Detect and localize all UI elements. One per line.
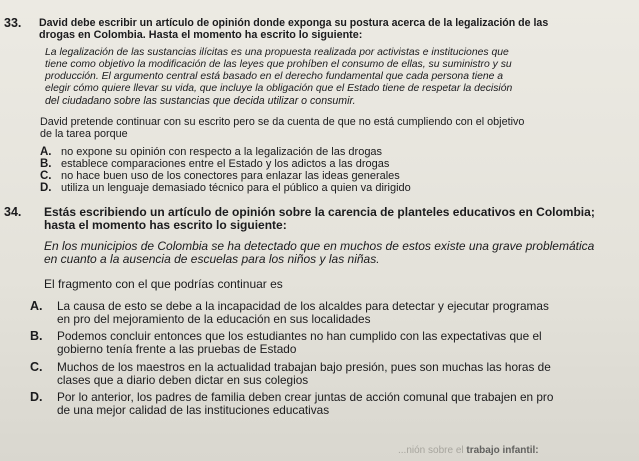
option-text: clases que a diario deben dictar en sus colegios [57, 373, 309, 387]
question-number: 34. [4, 205, 22, 219]
question-stem: El fragmento con el que podrías continuar es [44, 277, 283, 291]
passage-line: producción. El argumento central está basado en el derecho fundamental que cada persona tiene a [45, 71, 504, 82]
intro-line: drogas en Colombia. Hasta el momento ha escrito lo siguiente: [39, 29, 363, 41]
cut-off-next-question [398, 445, 539, 456]
option-text: en pro del mejoramiento de la educación en sus localidades [57, 312, 371, 326]
option-letter: C. [30, 360, 43, 374]
question-stem: de la tarea porque [40, 128, 128, 140]
option-letter: B. [30, 329, 43, 343]
option-text: Podemos concluir entonces que los estudiantes no han cumplido con las expectativas que el [57, 329, 542, 343]
passage-line: del ciudadano sobre las sustancias que decida utilizar o consumir. [45, 95, 356, 107]
passage-line: en cuanto a la ausencia de escuelas para los niños y las niñas. [44, 252, 380, 266]
option-text: gobierno tenía frente a las pruebas de Estado [57, 342, 297, 356]
option-text: Por lo anterior, los padres de familia deben crear juntas de acción comunal que trabajen en pro [57, 390, 554, 404]
question-number: 33. [4, 16, 22, 30]
option-text: Muchos de los maestros en la actualidad trabajan bajo presión, pues son muchas las horas de [57, 360, 551, 374]
intro-line: Estás escribiendo un artículo de opinión sobre la carencia de planteles educativos en Colombia; [44, 205, 595, 219]
passage-line: tiene como objetivo la modificación de las leyes que prohíben el consumo de ellas, su suministro y su [45, 59, 512, 70]
option-text: La causa de esto se debe a la incapacidad de los alcaldes para detectar y ejecutar programas [57, 299, 549, 313]
faded-text: ...nión sobre el [398, 445, 467, 456]
option-text: no hace buen uso de los conectores para enlazar las ideas generales [61, 170, 400, 182]
option-letter: A. [40, 146, 52, 158]
option-text: de una mejor calidad de las instituciones educativas [57, 403, 330, 417]
option-letter: A. [30, 299, 43, 313]
option-text: no expone su opinión con respecto a la legalización de las drogas [61, 146, 383, 158]
option-letter: D. [40, 182, 52, 194]
passage-line: La legalización de las sustancias ilícitas es una propuesta realizada por activistas e instituciones que [45, 47, 509, 58]
passage-line: elegir cómo quiere llevar su vida, que incluye la obligación que el Estado tiene de respetar la decisión [45, 83, 513, 94]
option-letter: D. [30, 390, 43, 404]
intro-line: David debe escribir un artículo de opinión donde exponga su postura acerca de la legalización de las [39, 17, 549, 29]
option-text: utiliza un lenguaje demasiado técnico para el público a quien va dirigido [61, 182, 411, 194]
passage-line: En los municipios de Colombia se ha detectado que en muchos de estos existe una grave problemática [44, 239, 595, 253]
intro-line: hasta el momento has escrito lo siguiente: [44, 218, 287, 232]
faded-text-strong: trabajo infantil: [466, 445, 539, 456]
option-letter: C. [40, 170, 52, 182]
question-stem: David pretende continuar con su escrito pero se da cuenta de que no está cumpliendo con el objetivo [40, 116, 525, 128]
option-letter: B. [40, 158, 52, 170]
option-text: establece comparaciones entre el Estado y los adictos a las drogas [61, 158, 390, 170]
